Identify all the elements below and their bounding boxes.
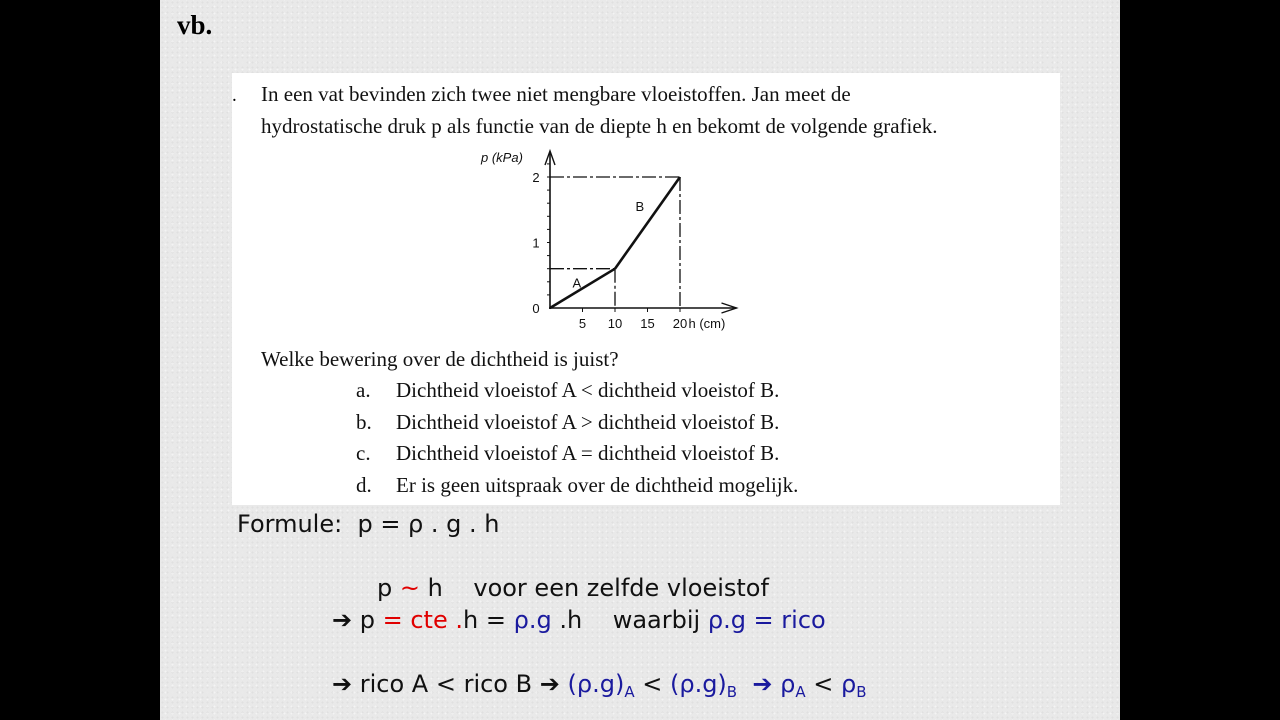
pressure-depth-graph bbox=[462, 145, 902, 335]
l3-rho-a-sub: A bbox=[795, 683, 806, 701]
formula-line bbox=[237, 510, 500, 538]
question-prompt: Welke bewering over de dichtheid is juist? bbox=[261, 347, 619, 371]
l3-rico: rico A < rico B bbox=[359, 670, 533, 698]
y-tick-label: 0 bbox=[532, 301, 540, 316]
l3-rho-a bbox=[780, 670, 806, 701]
arrow-icon: ➔ bbox=[539, 670, 560, 698]
option-a-text: Dichtheid vloeistof A < dichtheid vloeistof B. bbox=[396, 378, 780, 402]
x-tick-label: 20 bbox=[672, 316, 688, 331]
option-d-letter: d. bbox=[356, 473, 372, 497]
l2-cte: = cte . bbox=[382, 606, 463, 634]
prop-text: voor een zelfde vloeistof bbox=[473, 574, 769, 602]
question-line-2: hydrostatische druk p als functie van de diepte h en bekomt de volgende grafiek. bbox=[261, 114, 938, 138]
l3-rhog-b-text: (ρ.g) bbox=[669, 670, 727, 698]
question-bullet: . bbox=[232, 85, 237, 106]
formula-label: Formule: bbox=[237, 510, 343, 538]
option-a-letter: a. bbox=[356, 378, 371, 402]
slope-line bbox=[332, 606, 826, 634]
arrow-icon-blue: ➔ bbox=[752, 670, 773, 698]
formula: p = ρ . g . h bbox=[357, 510, 500, 538]
l2-p: p bbox=[359, 606, 375, 634]
l3-lt: < bbox=[642, 670, 663, 698]
l3-rhog-a-sub: A bbox=[624, 683, 635, 701]
l3-rho-b-sub: B bbox=[856, 683, 867, 701]
arrow-icon: ➔ bbox=[332, 606, 353, 634]
l3-rho-b bbox=[841, 670, 867, 701]
option-d-text: Er is geen uitspraak over de dichtheid mogelijk. bbox=[396, 473, 799, 497]
y-axis-label: p (kPa) bbox=[481, 150, 523, 165]
option-c-text: Dichtheid vloeistof A = dichtheid vloeistof B. bbox=[396, 441, 780, 465]
prop-h: h bbox=[427, 574, 443, 602]
prop-p: p bbox=[377, 574, 393, 602]
y-tick-label: 2 bbox=[532, 170, 540, 185]
x-tick-label: 10 bbox=[607, 316, 623, 331]
l3-rhog-b bbox=[669, 670, 738, 701]
prop-symbol: ~ bbox=[399, 574, 420, 602]
proportional-line bbox=[377, 574, 769, 602]
option-c-letter: c. bbox=[356, 441, 371, 465]
conclusion-line bbox=[332, 670, 867, 701]
l3-rho-b-text: ρ bbox=[841, 670, 857, 698]
slide bbox=[160, 0, 1120, 720]
l2-h2: .h bbox=[559, 606, 583, 634]
l2-h: h = bbox=[463, 606, 506, 634]
series-label-A: A bbox=[572, 275, 582, 291]
series-line-A bbox=[550, 269, 615, 308]
l2-rhog: ρ.g bbox=[513, 606, 552, 634]
l2-rico: ρ.g = rico bbox=[707, 606, 826, 634]
l3-rhog-b-sub: B bbox=[726, 683, 738, 701]
l3-lt2: < bbox=[813, 670, 834, 698]
x-tick-label: 15 bbox=[640, 316, 655, 331]
l3-rho-a-text: ρ bbox=[780, 670, 796, 698]
arrow-icon: ➔ bbox=[332, 670, 353, 698]
question-line-1: In een vat bevinden zich twee niet mengbare vloeistoffen. Jan meet de bbox=[261, 82, 851, 106]
series-label-B: B bbox=[635, 198, 645, 214]
chart-guides bbox=[550, 177, 680, 308]
l3-rhog-a bbox=[567, 670, 635, 701]
question-box bbox=[232, 73, 1060, 505]
slide-title: vb. bbox=[177, 10, 213, 40]
l3-rhog-a-text: (ρ.g) bbox=[567, 670, 625, 698]
x-axis-label: h (cm) bbox=[688, 316, 726, 331]
y-tick-label: 1 bbox=[532, 235, 540, 251]
x-tick-label: 5 bbox=[578, 316, 587, 331]
option-b-text: Dichtheid vloeistof A > dichtheid vloeistof B. bbox=[396, 410, 780, 434]
option-b-letter: b. bbox=[356, 410, 372, 434]
l2-waarbij: waarbij bbox=[612, 606, 701, 634]
series-line-B bbox=[615, 177, 680, 269]
